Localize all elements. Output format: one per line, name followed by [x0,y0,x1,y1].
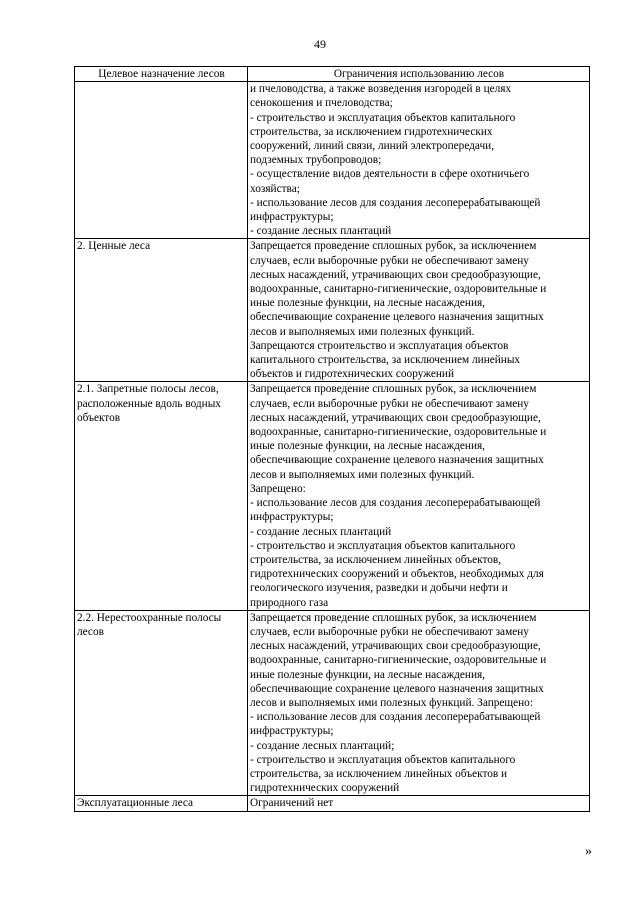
restriction-cell [248,239,590,382]
restriction-line: строительства, за исключением линейных объектов, [250,553,502,566]
restriction-line: - создание лесных плантаций; [250,739,395,752]
restriction-line: Запрещается проведение сплошных рубок, за исключением [250,383,537,396]
restriction-line: лесов и выполняемых ими полезных функций. Запрещено: [250,696,533,709]
restriction-line: - использование лесов для создания лесоперерабатывающей [250,196,541,209]
restriction-line: Ограничений нет [250,797,334,810]
table-row [75,610,590,796]
restriction-line: лесных насаждений, утрачивающих свои средообразующие, [250,640,541,653]
restriction-line: объектов и гидротехнических сооружений [250,368,455,381]
restriction-line: - создание лесных плантаций [250,225,392,238]
table-row [75,796,590,811]
restriction-line: - осуществление видов деятельности в сфере охотничьего [250,168,530,181]
restriction-line: - создание лесных плантаций [250,525,392,538]
restriction-line: Запрещается проведение сплошных рубок, за исключением [250,240,537,253]
restriction-line: случаев, если выборочные рубки не обеспечивают замену [250,625,529,638]
table-header-row [75,67,590,82]
restriction-line: сенокошения и пчеловодства; [250,97,393,110]
forest-category-cell: Эксплуатационные леса [75,796,248,811]
restriction-line: - использование лесов для создания лесоперерабатывающей [250,497,541,510]
restriction-line: Запрещаются строительство и эксплуатация объектов [250,339,509,352]
restriction-cell [248,82,590,239]
restriction-line: Запрещается проведение сплошных рубок, за исключением [250,611,537,624]
restriction-line: водоохранные, санитарно-гигиенические, оздоровительные и [250,283,547,296]
restriction-cell [248,382,590,610]
restriction-line: случаев, если выборочные рубки не обеспечивают замену [250,254,529,267]
restriction-line: гидротехнических сооружений и объектов, необходимых для [250,568,544,581]
table-row [75,239,590,382]
restriction-line: гидротехнических сооружений [250,782,400,795]
forest-restrictions-table [74,66,590,812]
restriction-line: геологического изучения, разведки и добычи нефти и [250,582,508,595]
restriction-line: сооружений, линий связи, линий электропередачи, [250,140,495,153]
restriction-line: капитального строительства, за исключением линейных [250,354,521,367]
restriction-line: лесов и выполняемых ими полезных функций. [250,468,475,481]
restriction-line: - строительство и эксплуатация объектов капитального [250,753,516,766]
restriction-line: инфраструктуры; [250,511,334,524]
restriction-line: природного газа [250,596,329,609]
restriction-line: иные полезные функции, на лесные насаждения, [250,297,486,310]
restriction-line: подземных трубопроводов; [250,154,382,167]
restriction-line: строительства, за исключением линейных объектов и [250,767,508,780]
restriction-line: лесов и выполняемых ими полезных функций. [250,325,475,338]
header-forest-purpose: Целевое назначение лесов [75,67,248,82]
restriction-line: иные полезные функции, на лесные насаждения, [250,440,486,453]
table-row [75,382,590,610]
restriction-line: - использование лесов для создания лесоперерабатывающей [250,711,541,724]
restriction-cell [248,796,590,811]
forest-category-cell: 2.1. Запретные полосы лесов, расположенные вдоль водных объектов [75,382,248,610]
forest-category-cell [75,82,248,239]
restriction-line: водоохранные, санитарно-гигиенические, оздоровительные и [250,654,547,667]
closing-quote: » [585,844,592,859]
restriction-line: случаев, если выборочные рубки не обеспечивают замену [250,397,529,410]
restriction-cell [248,610,590,796]
restriction-line: - строительство и эксплуатация объектов капитального [250,539,516,552]
restriction-line: обеспечивающие сохранение целевого назначения защитных [250,311,544,324]
header-usage-restrictions: Ограничения использованию лесов [248,67,590,82]
restriction-line: инфраструктуры; [250,725,334,738]
table-body [75,82,590,811]
restriction-line: - строительство и эксплуатация объектов капитального [250,111,516,124]
restriction-line: и пчеловодства, а также возведения изгородей в целях [250,83,512,96]
restriction-line: Запрещено: [250,482,306,495]
restriction-line: водоохранные, санитарно-гигиенические, оздоровительные и [250,426,547,439]
restriction-line: инфраструктуры; [250,211,334,224]
restriction-line: строительства, за исключением гидротехнических [250,125,493,138]
page-number: 49 [314,37,326,51]
restriction-line: обеспечивающие сохранение целевого назначения защитных [250,454,544,467]
restriction-line: лесных насаждений, утрачивающих свои средообразующие, [250,268,541,281]
restriction-line: лесных насаждений, утрачивающих свои средообразующие, [250,411,541,424]
forest-category-cell: 2.2. Нерестоохранные полосы лесов [75,610,248,796]
forest-category-cell: 2. Ценные леса [75,239,248,382]
table-row [75,82,590,239]
restriction-line: обеспечивающие сохранение целевого назначения защитных [250,682,544,695]
restriction-line: хозяйства; [250,182,300,195]
restriction-line: иные полезные функции, на лесные насаждения, [250,668,486,681]
